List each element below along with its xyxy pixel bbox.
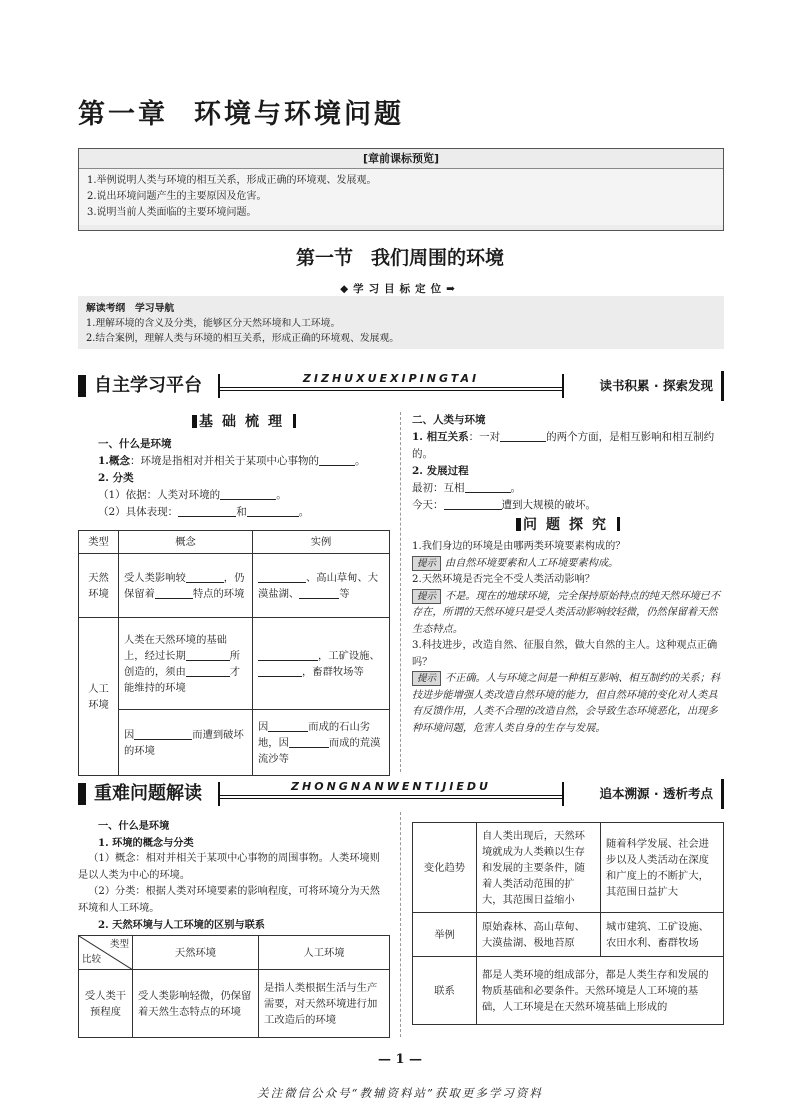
process-today: 今天： 遭到大规模的破坏。: [412, 499, 596, 511]
concept-paragraph: （1）概念：相对并相关于某项中心事物的周围事物。人类环境则是以人类为中心的环境。: [78, 853, 380, 881]
th-natural: 天然环境: [133, 936, 259, 970]
preview-title: [章前课标预览]: [79, 149, 723, 169]
concept-line: 1.概念：环境是指相对并相关于某项中心事物的 。: [98, 455, 366, 467]
cell-artificial-concept: 人类在天然环境的基础上，经过长期 所创造的，须由 才能维持的环境: [119, 618, 253, 710]
row-trend: 变化趋势: [413, 823, 477, 913]
th-example: 实例: [253, 531, 390, 554]
classify-basis: （1）依据：人类对环境的 。: [98, 489, 287, 501]
section-band-key-issues: [78, 779, 724, 809]
cell-link: 都是人类环境的组成部分，都是人类生存和发展的物质基础和必要条件。天然环境是人工环境的基础，人工环境是在天然环境基础上形成的: [477, 957, 724, 1025]
heading-what-is-env: 一、什么是环境: [98, 438, 172, 450]
answer-1: 提示 由自然环境要素和人工环境要素构成。: [412, 556, 724, 573]
cell-artificial-intervention: 是指人类根据生活与生产需要，对天然环境进行加工改造后的环境: [259, 970, 390, 1038]
cell-artificial-trend: 随着科学发展、社会进步以及人类活动在深度和广度上的不断扩大，其范围日益扩大: [601, 823, 724, 913]
th-type: 类型: [79, 531, 119, 554]
section-title: 第一节 我们周围的环境: [295, 247, 505, 269]
band-label: 自主学习平台: [78, 371, 202, 401]
preview-item: 3.说明当前人类面临的主要环境问题。: [87, 207, 257, 218]
question-2: 2.天然环境是否完全不受人类活动影响？: [412, 574, 595, 585]
footer-note: 关注微信公众号“教辅资料站”获取更多学习资料: [257, 1086, 543, 1100]
basics-heading: 基础梳理: [192, 414, 296, 430]
page-number: — 1 —: [377, 1052, 423, 1067]
band-label: 重难问题解读: [78, 779, 202, 809]
cell-damaged-concept: 因 而遭到破坏的环境: [119, 710, 253, 776]
guide-item: 1.理解环境的含义及分类，能够区分天然环境和人工环境。: [86, 318, 341, 329]
band-right-label: 读书积累 · 探索发现: [600, 371, 724, 401]
question-1: 1.我们身边的环境是由哪两类环境要素构成的？: [412, 541, 626, 552]
basics-column: [98, 414, 390, 521]
classify-heading: 2. 分类: [98, 472, 134, 484]
inquiry-heading: 问题探究: [516, 517, 620, 533]
relation-column: [412, 412, 724, 737]
guide-item: 2.结合案例，理解人类与环境的相互关系，形成正确的环境观、发展观。: [86, 333, 400, 344]
preview-item: 1.举例说明人类与环境的相互关系，形成正确的环境观、发展观。: [87, 175, 377, 186]
chapter-title: 第一章 环境与环境问题: [78, 99, 404, 130]
heading-human-env: 二、人类与环境: [412, 414, 486, 426]
cell-natural: 天然环境: [79, 554, 119, 618]
cell-natural-intervention: 受人类影响轻微，仍保留着天然生态特点的环境: [133, 970, 259, 1038]
cell-natural-concept: 受人类影响较 ，仍保留着 特点的环境: [119, 554, 253, 618]
cell-damaged-example: 因 而成的石山劣地，因 而成的荒漠流沙等: [253, 710, 390, 776]
classify-paragraph: （2）分类：根据人类对环境要素的影响程度，可将环境分为天然环境和人工环境。: [78, 886, 380, 914]
heading-what-is-env-2: 一、什么是环境: [98, 820, 170, 832]
relation-line: 1. 相互关系：一对 的两个方面，是相互影响和相互制约的。: [412, 431, 715, 460]
cell-artificial-example: ，工矿设施、，畜群牧场等: [253, 618, 390, 710]
band-right-label: 追本溯源 · 透析考点: [600, 779, 724, 809]
heading-diff: 2. 天然环境与人工环境的区别与联系: [98, 919, 265, 931]
guide-title: 解读考纲 学习导航: [86, 303, 175, 314]
th-concept: 概念: [119, 531, 253, 554]
question-3: 3.科技进步，改造自然、征服自然，做大自然的主人。这种观点正确吗？: [412, 640, 718, 668]
diag-header-cell: 类型 比较: [79, 936, 133, 970]
section-band-self-study: [78, 371, 724, 401]
row-example: 举例: [413, 913, 477, 957]
th-artificial: 人工环境: [259, 936, 390, 970]
cell-natural-example: 、高山草甸、大漠盐湖、 等: [253, 554, 390, 618]
study-guide-box: [78, 296, 724, 349]
classify-detail: （2）具体表现： 和 。: [98, 506, 310, 518]
compare-table-1: [78, 935, 390, 1038]
answer-3: 提示 不正确。人与环境之间是一种相互影响、相互制约的关系；科技进步能增强人类改造自然环境的能力，但自然环境的变化对人类具有反馈作用，人类不合理的改造自然，会导致生态环境恶化，出现多种环境问题，危害人类自身的生存与发展。: [412, 673, 721, 734]
cell-natural-trend: 自人类出现后，天然环境就成为人类赖以生存和发展的主要条件，随着人类活动范围的扩大，其范围日益缩小: [477, 823, 601, 913]
env-type-table: [78, 530, 390, 776]
key-issues-column: [78, 818, 390, 934]
row-intervention: 受人类干预程度: [79, 970, 133, 1038]
goal-banner: ◆学习目标定位➡: [340, 283, 460, 295]
band-pinyin: ZHONGNANWENTIJIEDU: [291, 780, 491, 793]
band-pinyin: ZIZHUXUEXIPINGTAI: [302, 372, 480, 385]
answer-2: 提示 不是。现在的地球环境，完全保持原始特点的纯天然环境已不存在，所谓的天然环境只是受人类活动影响较轻微，仍然保留着天然生态特点。: [412, 590, 721, 635]
process-heading: 2. 发展过程: [412, 465, 469, 477]
cell-natural-example-2: 原始森林、高山草甸、大漠盐湖、极地苔原: [477, 913, 601, 957]
heading-concept-class: 1. 环境的概念与分类: [98, 836, 194, 849]
chapter-preview-box: [78, 148, 724, 231]
cell-artificial-example-2: 城市建筑、工矿设施、农田水利、畜群牧场: [601, 913, 724, 957]
row-link: 联系: [413, 957, 477, 1025]
compare-table-2: [412, 822, 724, 1025]
preview-item: 2.说出环境问题产生的主要原因及危害。: [87, 191, 267, 202]
process-early: 最初：互相 。: [412, 482, 521, 494]
cell-artificial: 人工环境: [79, 618, 119, 776]
